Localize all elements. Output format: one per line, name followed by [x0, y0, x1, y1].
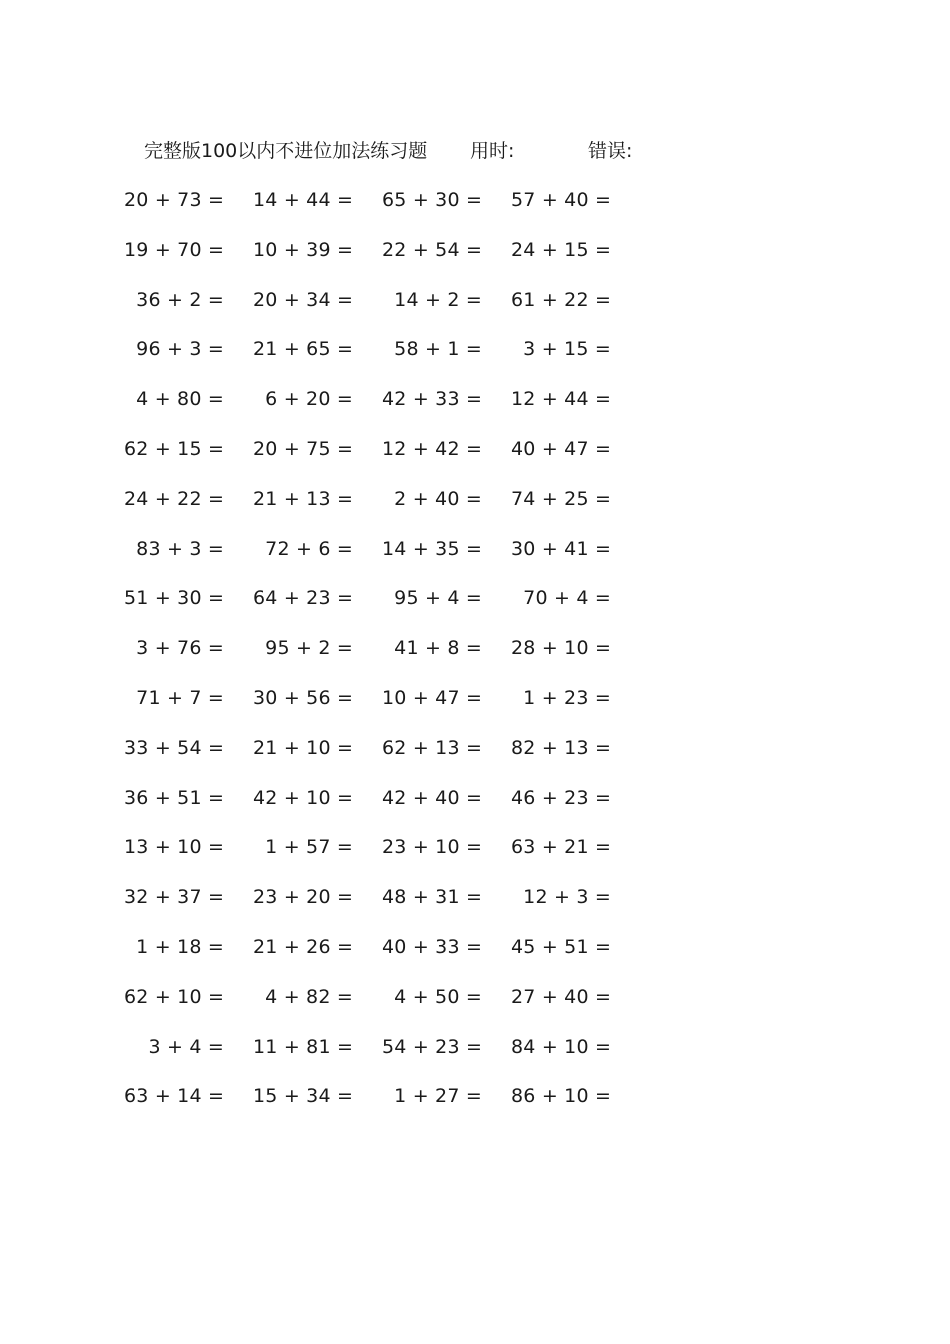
problem-cell: 83 + 3 = — [136, 537, 224, 560]
problem-cell: 62 + 10 = — [124, 985, 225, 1008]
problem-row — [0, 187, 950, 237]
problem-row — [0, 1034, 950, 1084]
problem-row — [0, 386, 950, 436]
problem-cell: 4 + 50 = — [394, 985, 482, 1008]
problem-cell: 4 + 80 = — [136, 388, 224, 411]
problem-cell: 3 + 15 = — [523, 338, 611, 361]
problem-cell: 95 + 2 = — [265, 637, 353, 660]
problem-cell: 14 + 2 = — [394, 288, 482, 311]
problem-cell: 13 + 10 = — [124, 836, 225, 859]
problem-cell: 51 + 30 = — [124, 587, 225, 610]
problem-row — [0, 536, 950, 586]
problem-cell: 3 + 4 = — [148, 1035, 224, 1058]
problem-cell: 62 + 13 = — [382, 736, 483, 759]
problem-cell: 30 + 56 = — [253, 686, 354, 709]
problem-cell: 30 + 41 = — [511, 537, 612, 560]
problem-cell: 21 + 10 = — [253, 736, 354, 759]
problem-cell: 21 + 26 = — [253, 935, 354, 958]
problem-cell: 62 + 15 = — [124, 437, 225, 460]
problem-cell: 3 + 76 = — [136, 637, 224, 660]
problem-cell: 63 + 14 = — [124, 1085, 225, 1108]
worksheet-title: 完整版100以内不进位加法练习题 — [144, 140, 428, 162]
problem-row — [0, 635, 950, 685]
problem-cell: 45 + 51 = — [511, 935, 612, 958]
problem-cell: 20 + 34 = — [253, 288, 354, 311]
problem-cell: 21 + 13 = — [253, 487, 354, 510]
problem-cell: 1 + 23 = — [523, 686, 611, 709]
problem-row — [0, 834, 950, 884]
problem-cell: 72 + 6 = — [265, 537, 353, 560]
problem-row — [0, 984, 950, 1034]
problem-cell: 6 + 20 = — [265, 388, 353, 411]
problem-cell: 86 + 10 = — [511, 1085, 612, 1108]
problem-row — [0, 934, 950, 984]
problem-cell: 27 + 40 = — [511, 985, 612, 1008]
problem-cell: 41 + 8 = — [394, 637, 482, 660]
problem-cell: 21 + 65 = — [253, 338, 354, 361]
problem-cell: 74 + 25 = — [511, 487, 612, 510]
problem-row — [0, 685, 950, 735]
problem-cell: 1 + 18 = — [136, 935, 224, 958]
problem-cell: 70 + 4 = — [523, 587, 611, 610]
problem-cell: 63 + 21 = — [511, 836, 612, 859]
problem-cell: 40 + 33 = — [382, 935, 483, 958]
problem-cell: 57 + 40 = — [511, 189, 612, 211]
problem-cell: 46 + 23 = — [511, 786, 612, 809]
problem-cell: 2 + 40 = — [394, 487, 482, 510]
problem-cell: 65 + 30 = — [382, 189, 483, 211]
problem-cell: 19 + 70 = — [124, 238, 225, 261]
problem-cell: 1 + 27 = — [394, 1085, 482, 1108]
problem-cell: 22 + 54 = — [382, 238, 483, 261]
problem-cell: 61 + 22 = — [511, 288, 612, 311]
problem-cell: 14 + 35 = — [382, 537, 483, 560]
error-label: 错误: — [588, 140, 633, 162]
problem-cell: 36 + 51 = — [124, 786, 225, 809]
problem-cell: 4 + 82 = — [265, 985, 353, 1008]
problem-cell: 40 + 47 = — [511, 437, 612, 460]
problem-cell: 24 + 15 = — [511, 238, 612, 261]
problem-cell: 42 + 10 = — [253, 786, 354, 809]
problem-cell: 11 + 81 = — [253, 1035, 354, 1058]
problem-cell: 20 + 75 = — [253, 437, 354, 460]
problem-cell: 36 + 2 = — [136, 288, 224, 311]
problem-cell: 64 + 23 = — [253, 587, 354, 610]
problem-row — [0, 785, 950, 835]
problem-cell: 12 + 44 = — [511, 388, 612, 411]
problem-row — [0, 336, 950, 386]
problem-row — [0, 585, 950, 635]
problem-cell: 20 + 73 = — [124, 189, 225, 211]
problem-cell: 10 + 47 = — [382, 686, 483, 709]
problem-cell: 1 + 57 = — [265, 836, 353, 859]
problem-cell: 14 + 44 = — [253, 189, 354, 211]
problem-cell: 58 + 1 = — [394, 338, 482, 361]
problem-row — [0, 486, 950, 536]
problem-cell: 71 + 7 = — [136, 686, 224, 709]
time-label: 用时: — [470, 140, 515, 162]
problem-grid — [0, 187, 950, 1133]
problem-cell: 33 + 54 = — [124, 736, 225, 759]
problem-cell: 82 + 13 = — [511, 736, 612, 759]
problem-cell: 23 + 20 = — [253, 886, 354, 909]
problem-cell: 95 + 4 = — [394, 587, 482, 610]
problem-cell: 12 + 42 = — [382, 437, 483, 460]
problem-row — [0, 884, 950, 934]
problem-cell: 96 + 3 = — [136, 338, 224, 361]
problem-cell: 23 + 10 = — [382, 836, 483, 859]
problem-cell: 24 + 22 = — [124, 487, 225, 510]
problem-cell: 42 + 33 = — [382, 388, 483, 411]
problem-cell: 32 + 37 = — [124, 886, 225, 909]
problem-cell: 54 + 23 = — [382, 1035, 483, 1058]
problem-row — [0, 1083, 950, 1133]
problem-row — [0, 735, 950, 785]
problem-cell: 10 + 39 = — [253, 238, 354, 261]
problem-row — [0, 237, 950, 287]
problem-cell: 84 + 10 = — [511, 1035, 612, 1058]
problem-cell: 12 + 3 = — [523, 886, 611, 909]
problem-cell: 28 + 10 = — [511, 637, 612, 660]
problem-cell: 42 + 40 = — [382, 786, 483, 809]
problem-row — [0, 287, 950, 337]
problem-cell: 48 + 31 = — [382, 886, 483, 909]
problem-cell: 15 + 34 = — [253, 1085, 354, 1108]
problem-row — [0, 436, 950, 486]
